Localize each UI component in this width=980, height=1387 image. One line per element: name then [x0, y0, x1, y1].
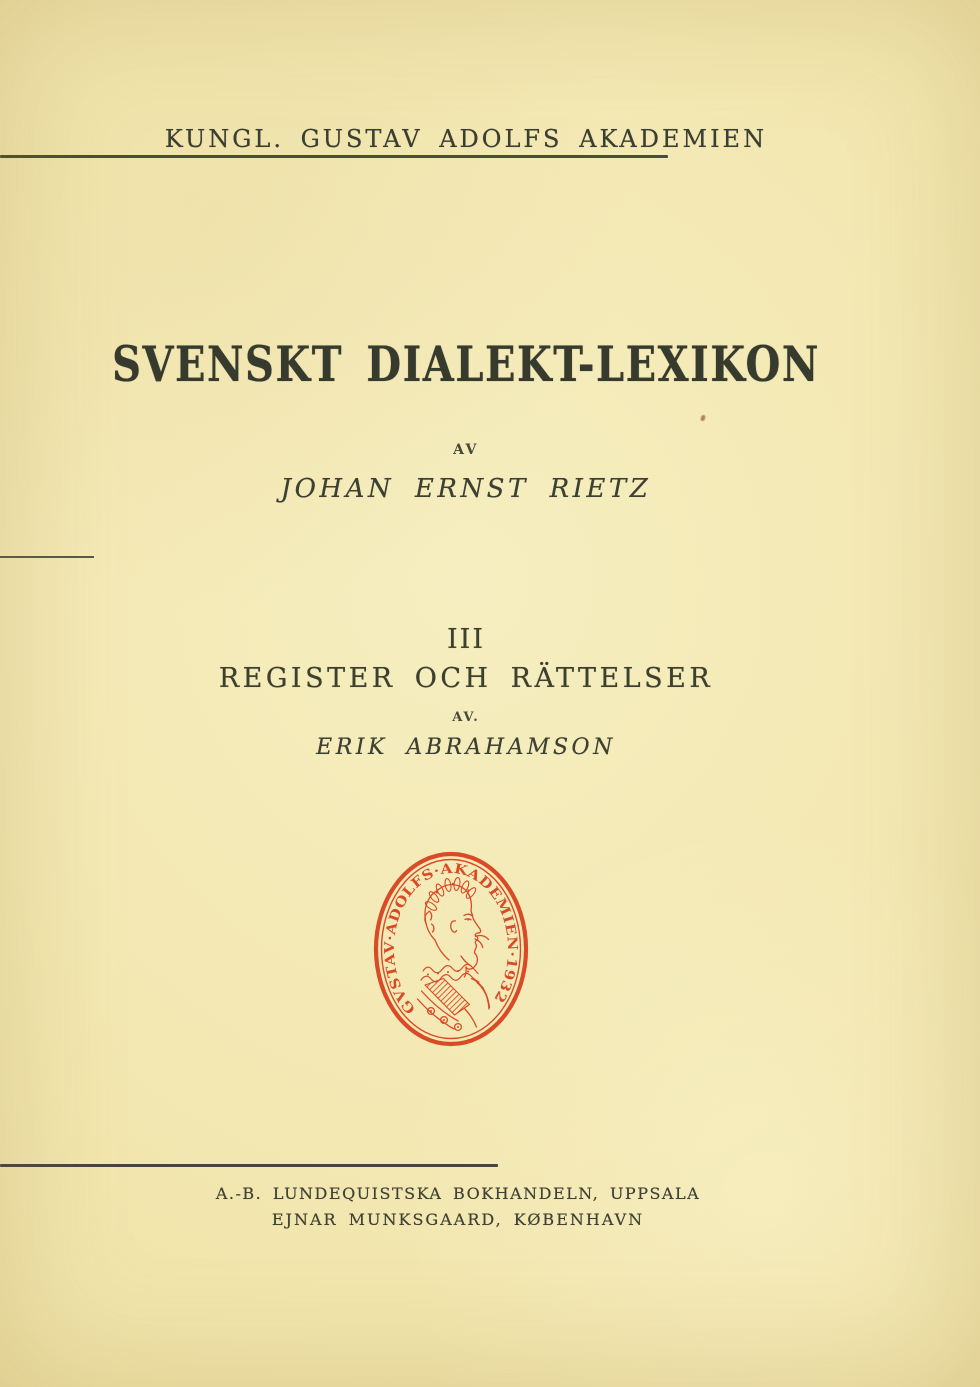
volume-number: III	[447, 624, 485, 655]
book-title: SVENSKT DIALEKT-LEXIKON	[112, 335, 820, 394]
publisher-line-kobenhavn: EJNAR MUNKSGAARD, KØBENHAVN	[271, 1210, 645, 1229]
seal-inscription: GVSTAV·ADOLFS·AKADEMIEN·1932	[381, 860, 521, 1017]
publisher-line-uppsala: A.-B. LUNDEQUISTSKA BOKHANDELN, UPPSALA	[215, 1184, 701, 1203]
imprint-rule	[0, 1164, 498, 1167]
author-name: JOHAN ERNST RIETZ	[280, 474, 652, 504]
by-label: AV	[453, 442, 479, 458]
volume-by-label: AV.	[452, 710, 480, 725]
volume-author-name: ERIK ABRAHAMSON	[316, 735, 616, 760]
volume-subtitle: REGISTER OCH RÄTTELSER	[218, 663, 714, 694]
institution-header: KUNGL. GUSTAV ADOLFS AKADEMIEN	[164, 125, 768, 153]
